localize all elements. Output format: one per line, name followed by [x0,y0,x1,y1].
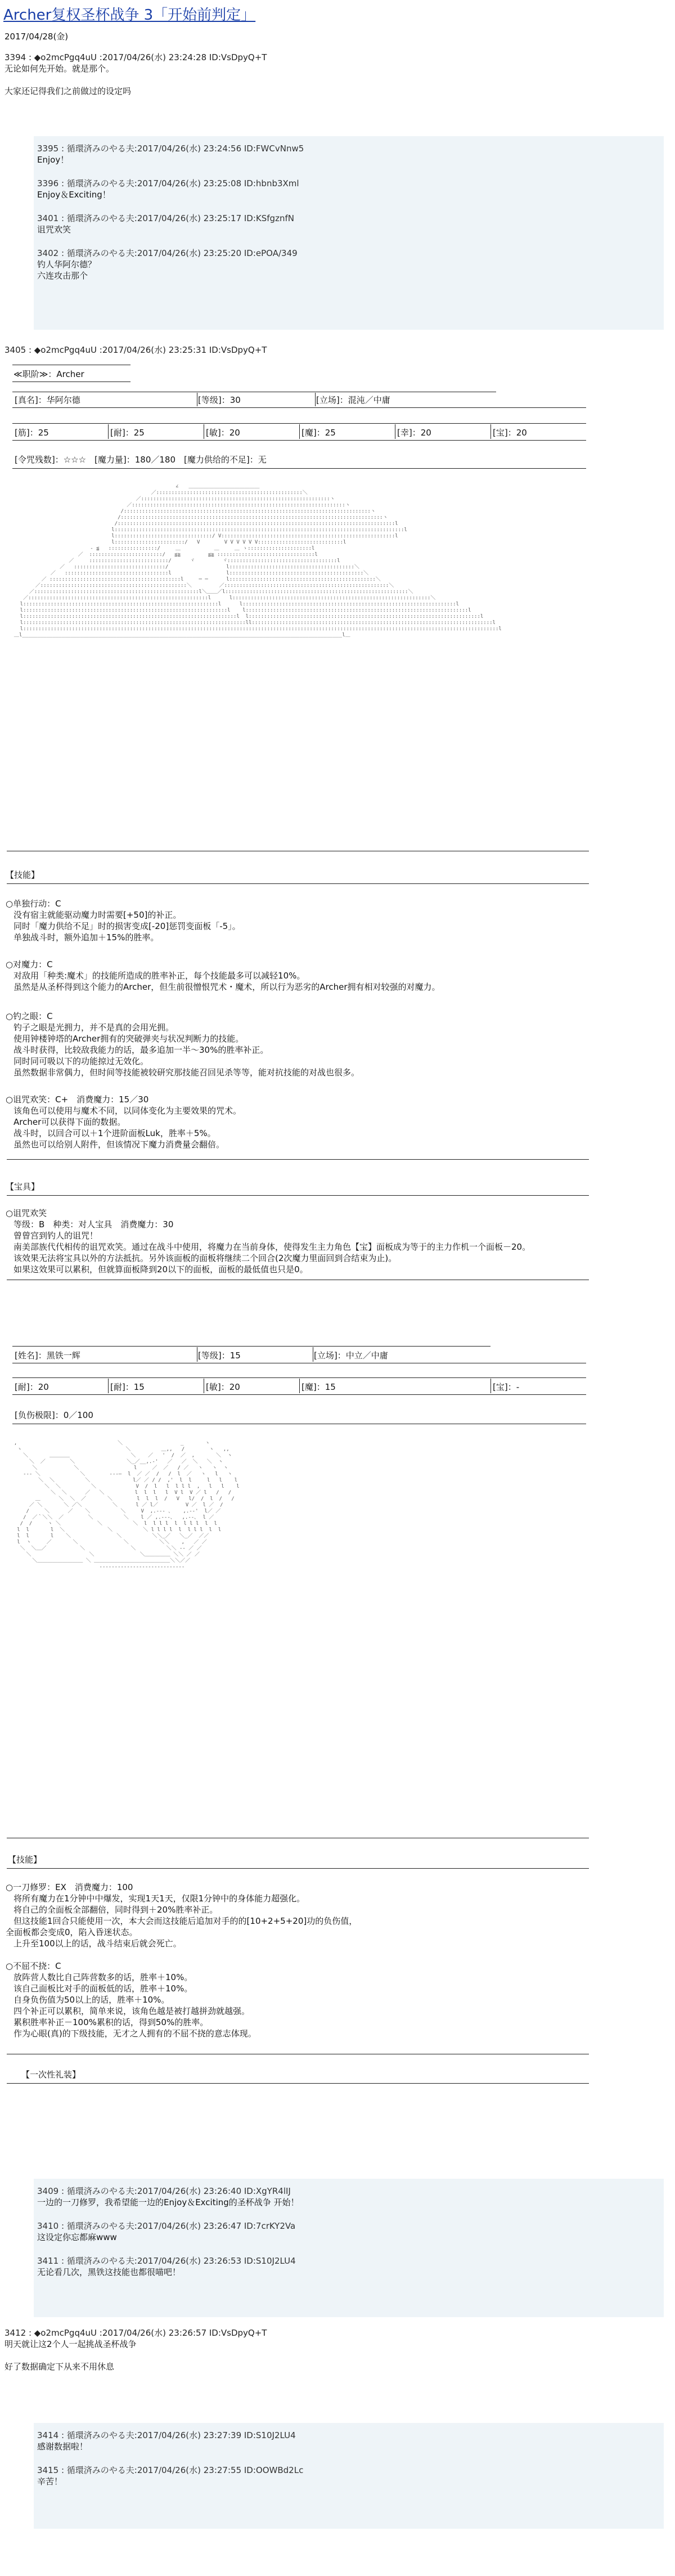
reply-3402 [37,248,664,281]
divider [12,1394,586,1395]
reply-header: 3396 : 循環済みのやる夫:2017/04/26(水) 23:25:08 ID:hbnb3Xml [37,178,299,189]
master-ascii-art: , ＼ _ ヽ ヽ ＼ ＿,, / ヽ ,, ＼ ＿＿＿＿ ＼ ／ ' / ／ , ＼ ヽ ＼ ／ ＼ ＼_／__,.-' ／ ／ ＼ ＼ ヽ ＼ ＼ l ／ ／ / ／ ヽ ヽ ヽ -‐‐ ＼ ＼ ‐‐-― l ／ ／ / / l ／ ヽ l ヽ ＼ ＼ ＼ l／ ／ / / ,' l l l l l ＼ ＼ ＼ V / l l l l l , l l l ＼ ＼ ／ ＼ l l l l V l V ／ l / / ＿ ＼ ＼ ／ ＼ l l l / V l/ / l / / ／ ＼ ＼ ／＼ ＼ l ／ l／ V ／ l ／ / / ＼ ／ ＼ ＼ V ,.-‐‐ ､ ,.-‐' l／ ／ / ／｀＼＼ ／ ＼ ＼ l ／ ,.-‐-､ ,.-‐､ l ／ / / ヽ ＼ ＼ ＼ l l l l l l l l l l l l l ＼ ＼ ＼ l l l l l l l l l l l l l ＼ ＼ ＼＼_／ ＼_／ ／／ l ヽ ／ ＼ ＼ ＼＼ , ／ ／ ＼ ＼＿／ ＼ ＼ ＼＼ ‐‐ ／ ／ ＼ ＼ ＼＿＿＿＿＿ ＼＼ ／ ／ ＼＿＿＿＿＿＿＿＿＿ ＼ ＿＿＿＿＿＿＿＿＿＿＿＿＿＿＿＼＼／／ ‐‐‐‐‐‐‐‐‐‐‐‐‐‐‐‐‐‐‐‐‐‐‐‐‐‐‐‐ [14,1440,240,1570]
skill-indomitable [6,1960,652,2039]
skill-line: Archer可以获得下面的数据。 [14,1117,126,1127]
divider [7,1159,589,1160]
skill-line: 虽然是从圣杯得到这个能力的Archer，但生前很憎恨咒术・魔术，所以行为恶劣的Archer拥有相对较强的对魔力。 [14,982,440,992]
divider [12,1377,586,1378]
master-stat-str: [耐]：20 [15,1382,49,1392]
reply-line: 辛苦！ [37,2476,63,2487]
master-level: [等级]：15 [198,1350,241,1361]
reply-3411 [37,2255,664,2278]
divider [299,1379,300,1393]
skill-line: 同时「魔力供给不足」时的损害变成[-20]惩罚变面板「-5」。 [14,921,241,931]
reply-3396 [37,178,664,200]
divider [7,883,589,884]
divider [299,424,300,439]
stat-mag: [魔]：25 [302,428,336,438]
reply-header: 3401 : 循環済みのやる夫:2017/04/26(水) 23:25:17 ID:KSfgznfN [37,213,294,223]
reply-line: 无论看几次，黑铁这技能也都很喵吧！ [37,2267,181,2277]
post-line [4,2350,267,2361]
divider [7,1195,589,1196]
skill-line: 累积胜率补正－100%累积的话，得到50%的胜率。 [14,2017,209,2027]
master-stat-agi: [敏]：20 [206,1382,240,1392]
skill-name: ○钓之眼：C [6,1011,53,1021]
post-3412 [4,2327,267,2372]
master-skills-title: 【技能】 [8,1855,42,1865]
master-stat-np: [宝]：- [493,1382,520,1392]
divider [315,393,316,406]
skill-line: 战斗时，以回合可以＋1个进阶面板Luk，胜率＋5%。 [14,1128,216,1138]
post-line [4,74,267,86]
post-3394 [4,52,267,97]
reply-line: Enjoy＆Exciting！ [37,190,111,200]
reply-header: 3411 : 循環済みのやる夫:2017/04/26(水) 23:26:53 ID:S10J2LU4 [37,2256,296,2266]
stat-str: [筋]：25 [15,428,49,438]
skill-magic-resistance [6,959,652,993]
skill-name: ○对魔力：C [6,959,53,970]
divider [12,468,586,469]
skills-title: 【技能】 [6,870,40,880]
post-line: 好了数据确定下从来不用休息 [4,2362,115,2372]
divider [490,424,491,439]
reply-header: 3410 : 循環済みのやる夫:2017/04/26(水) 23:26:47 ID:7crKY2Va [37,2221,296,2231]
reply-3401 [37,213,664,235]
skill-line: 作为心眼(真)的下级技能，无才之人拥有的不屈不挠的意志体现。 [14,2029,256,2039]
skill-name: ○诅咒欢笑：C+ 消费魔力：15／30 [6,1094,149,1105]
true-name: [真名]：华阿尔德 [15,395,80,405]
np-line: 曾曾宫到钓人的诅咒！ [14,1231,98,1241]
reply-header: 3409 : 循環済みのやる夫:2017/04/26(水) 23:26:40 ID:XgYR4lIJ [37,2186,291,2196]
post-line: 明天就让这2个人一起挑战圣杯战争 [4,2339,137,2349]
reply-3410 [37,2220,664,2243]
reply-line: Enjoy！ [37,155,69,165]
skill-line: 钓子之眼是光拥力，并不是真的会用光拥。 [14,1022,174,1033]
archer-alignment: [立场]：混沌／中庸 [316,395,390,405]
np-line: 南美部族代代相传的诅咒欢笑。通过在战斗中使用，将魔力在当前身体，使得发生主力角色【宝】面板成为等于的主力作机一个面板－20。 [14,1242,531,1252]
reply-line: 一边的一刀修罗，我希望能一边的Enjoy＆Exciting的圣杯战争 开始！ [37,2197,299,2207]
archer-ascii-art: ∠ ＿＿＿＿＿＿＿＿＿＿＿＿＿＿ ／::::::::::::::::::::::::::::::::::::::::::::::::＼ ／::::::::::::::::::::::::::::::::::::::::::::::::::::::::::::::ヽ ／::::::::::::::::::::::::::::::::::::::::::::::::::::::::::::::::::::::ヽ /:::::::::::::::::::::::::::::::::::::::::::::::::::::::::::::::::::::::::::::::::ヽ /::::::::::::::::::::::::::::::::::::::::::::::::::::::::::::::::::::::::::::::::::::::ヽ /:::::::::::::::::::::::::::::::::::::::::::::::::::::::::::::::::::::::::::::::::::::::::::l l:::::::::::::::::::::::::::::::::::::::::::::::::::::::::::::::::::::::::::::::::::::::::::::::l l::::::::::::::::::::::::::::::::/ V:::::::::::::::::::::::::::::::::::::::::::::::::::::::::l l:::::::::::::::::::::::/ V V V V V V V::::::::::::::::::::::::::::l ‐ ≦ ::::::::::::::::/ ＿ ＿ ＿ ゝ:::::::::::::::::::::l ／ ::::::::::::::::::::::::/ ≦≧ ≦≧ ::::::::::::::::::::::::::::::::l ／ ::::::::::::::::::::::::::/ ヾ ヾ::::::::::::::::::::::::::::::::::::l ／ ::::::::::::::::::::::::::::::/ l:::::::::::::::::::::::::::::::::::::::::＼ ／ ::::::::::::::::::::::::::::::::::l l::::::::::::::::::::::::::::::::::::::::::::＼ ／ :::::::::::::::::::::::::::::::::::::::::::l ─ ─ l::::::::::::::::::::::::::::::::::::::::::::::::＼ ／::::::::::::::::::::::::::::::::::::::::::::::::＼ ／::::::::::::::::::::::::::::::::::::::::::::::::::::::＼ ／::::::::::::::::::::::::::::::::::::::::::::::::::::::l＼＿＿／l::::::::::::::::::::::::::::::::::::::::::::::::::::::::::::＼ ／:::::::::::::::::::::::::::::::::::::::::::::::::::::::::::l l:::::::::::::::::::::::::::::::::::::::::::::::::::::::::::::::::＼ l::::::::::::::::::::::::::::::::::::::::::::::::::::::::::::::::l l::::::::::::::::::::::::::::::::::::::::::::::::::::::::::::::::::::::l l:::::::::::::::::::::::::::::::::::::::::::::::::::::::::::::::::::l l:::::::::::::::::::::::::::::::::::::::::::::::::::::::::::::::::::::::::l l::::::::::::::::::::::::::::::::::::::::::::::::::::::::::::::::::::::l l::::::::::::::::::::::::::::::::::::::::::::::::::::::::::::::::::::::::::::l l:::::::::::::::::::::::::::::::::::::::::::::::::::::::::::::::::::::::::ll:::::::::::::::::::::::::::::::::::::::::::::::::::::::::::::::::::::::::::::::l l::::::::::::::::::::::::::::::::::::::::::::::::::::::::::::::::::::::::::::::::::::::::::::::::::::::::::::::::::::::::::::::::::::::::::::::::::::::::::::l ＿l_________________________________________________________________________________________________________l＿ [14,484,502,638]
post-line: 大家还记得我们之前做过的设定吗 [4,86,132,96]
stat-agi: [敏]：20 [206,428,240,438]
divider [12,440,586,441]
skill-line: 但这技能1回合只能使用一次，本大会而这技能后追加对手的的[10+2+5+20]功的负伤值， [14,1916,358,1926]
reply-3395 [37,143,664,165]
post-header: 3405 : ◆o2mcPgq4uU :2017/04/26(水) 23:25:31 ID:VsDpyQ+T [4,345,267,355]
np-line: 等级：B 种类：对人宝具 消费魔力：30 [14,1219,174,1229]
reply-3414 [37,2430,664,2452]
skill-hawk-eye [6,1011,652,1078]
np-line: 该效果无法将宝具以外的方法抵抗。另外该面板的面板将继续二个回合(2次魔力里面回到合结束为止)。 [14,1253,397,1263]
skill-name: ○不屈不挠：C [6,1961,61,1971]
master-stat-end: [耐]：15 [110,1382,145,1392]
divider [108,424,109,439]
np-line: 如果这效果可以累积，但就算面板降到20以下的面板，面板的最低值也只是0。 [14,1264,308,1274]
skill-line: 没有宿主就能驱动魔力时需要[+50]的补正。 [14,910,182,920]
reply-line: 感谢数据啦！ [37,2442,88,2452]
reply-line: 六连攻击那个 [37,271,88,281]
master-name: [姓名]：黑铁一辉 [15,1350,80,1361]
divider [108,1379,109,1393]
skill-line: 该角色可以使用与魔术不同，以同体变化为主要效果的咒术。 [14,1106,242,1116]
skill-ittou-shura [6,1882,652,1949]
class-label: ≪职阶≫：Archer [14,369,84,379]
skill-line: 将自己的全面板全部翻倍，同时得到＋20%胜率补正。 [14,1905,218,1915]
skill-line: 同时同可吸以下的功能掠过无效化。 [14,1056,149,1066]
skill-line: 上升至100以上的话，战斗结束后就会死亡。 [14,1938,182,1949]
divider [7,2083,589,2084]
reply-header: 3402 : 循環済みのやる夫:2017/04/26(水) 23:25:20 ID:ePOA/349 [37,248,298,258]
post-line: 无论如何先开始。就是那个。 [4,64,115,74]
skill-line: 虽然也可以给别人附件，但该情况下魔力消费量会翻倍。 [14,1139,225,1150]
skill-line: 该自己面板比对手的面板低的话，胜率＋10%。 [14,1983,193,1994]
divider [7,1868,589,1869]
master-alignment: [立场]：中立／中庸 [314,1350,388,1361]
skill-line: 四个补正可以累积，简单来说，该角色越是被打越拼劲就越强。 [14,2006,250,2016]
np-name: ○诅咒欢笑 [6,1208,47,1218]
post-header: 3394 : ◆o2mcPgq4uU :2017/04/26(水) 23:24:28 ID:VsDpyQ+T [4,52,267,62]
reply-3415 [37,2465,664,2487]
skill-line: 全面板都会变成0，陷入昏迷状态。 [6,1927,138,1937]
divider [12,423,586,424]
skill-independent-action [6,898,652,943]
reply-header: 3415 : 循環済みのやる夫:2017/04/26(水) 23:27:55 ID:OOWBd2Lc [37,2465,304,2475]
skill-line: 使用钟楼钟塔的Archer拥有的突破弹夹与状况判断力的技能。 [14,1034,244,1044]
reply-group-1 [34,136,664,330]
noble-phantasm [6,1208,652,1275]
post-3405 [4,344,267,356]
skill-cursed-laughter [6,1094,652,1150]
thread-title-wrap [3,3,255,24]
reply-line: 这设定你忘都麻www [37,2232,117,2242]
skill-line: 战斗时获得，比较敌我能力的话，最多追加一半～30%的胜率补正。 [14,1045,269,1055]
reply-line: 钓人华阿尔德？ [37,259,97,270]
reply-group-3 [34,2423,664,2529]
skill-name: ○单独行动：C [6,899,61,909]
skill-line: 自身负伤值为50以上的话，胜率＋10%。 [14,1995,170,2005]
reply-line: 诅咒欢笑 [37,225,71,235]
reply-group-2 [34,2179,664,2317]
divider [12,1346,490,1347]
reply-header: 3414 : 循環済みのやる夫:2017/04/26(水) 23:27:39 ID:S10J2LU4 [37,2430,296,2440]
skill-name: ○一刀修罗：EX 消费魔力：100 [6,1882,133,1892]
thread-title[interactable]: Archer复权圣杯战争 3「开始前判定」 [3,7,256,24]
divider [12,407,586,408]
post-header: 3412 : ◆o2mcPgq4uU :2017/04/26(水) 23:26:57 ID:VsDpyQ+T [4,2328,267,2338]
command-spells: [令咒残数]：☆☆☆ [魔力量]：180／180 [魔力供给的不足]：无 [15,455,267,465]
stat-np: [宝]：20 [493,428,527,438]
skill-line: 单独战斗时，额外追加＋15%的胜率。 [14,932,159,943]
skill-line: 将所有魔力在1分钟中中爆发，实现1天1天，仅限1分钟中的身体能力超强化。 [14,1893,305,1904]
skill-line: 放阵营人数比自己阵营数多的话，胜率＋10%。 [14,1972,193,1982]
skill-line: 虽然数据非常偶力，但时间等技能被较研究那技能召回见杀等等，能对抗技能的对战也很多。 [14,1067,360,1078]
master-stat-mag: [魔]：15 [302,1382,336,1392]
skill-line: 对敌用「种类:魔术」的技能所造成的胜率补正，每个技能最多可以减轻10%。 [14,971,305,981]
injury-limit: [负伤极限]：0／100 [15,1410,93,1420]
np-title: 【宝具】 [6,1182,40,1192]
stat-luk: [幸]：20 [397,428,431,438]
stat-end: [耐]：25 [110,428,145,438]
reply-header: 3395 : 循環済みのやる夫:2017/04/26(水) 23:24:56 ID:FWCvNnw5 [37,143,304,154]
archer-level: [等级]：30 [198,395,241,405]
one-time-mystic-code: 【一次性礼装】 [21,2070,81,2080]
post-date: 2017/04/28(金) [4,32,69,42]
divider [490,1379,491,1393]
reply-3409 [37,2185,664,2208]
